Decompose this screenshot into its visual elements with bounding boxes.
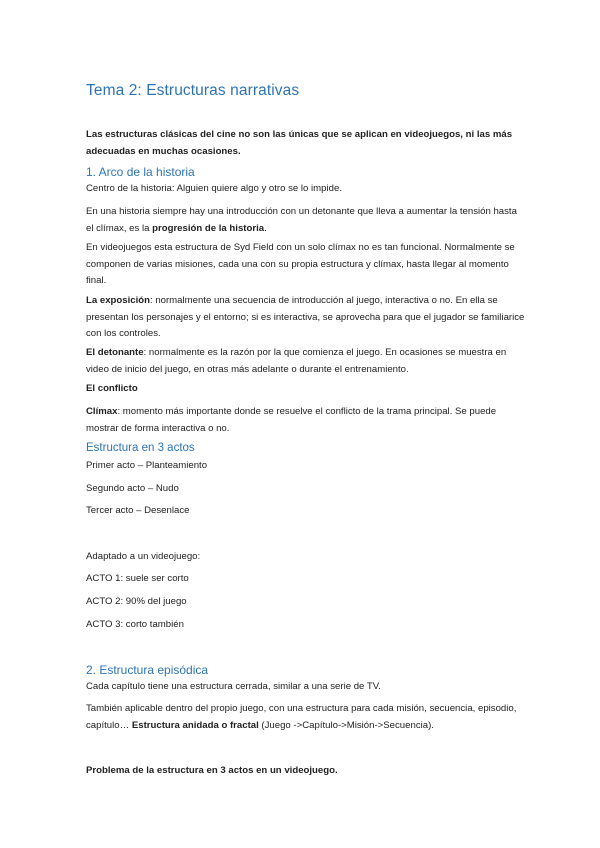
paragraph-syd-field: En videojuegos esta estructura de Syd Field con un solo clímax no es tan funcional. Normalmente se componen de varias misiones, cada una con su propia estructura y clímax, hasta llegar al momento final.	[86, 242, 515, 286]
paragraph-problema: Problema de la estructura en 3 actos en un videojuego.	[86, 765, 338, 776]
paragraph-text: : normalmente una secuencia de introducción al juego, interactiva o no. En ella se presentan los personajes y el entorno; si es interactiva, se aprovecha para que el jugador se familiarice con los controles.	[86, 295, 525, 339]
bold-term-progresion: progresión de la historia	[152, 222, 265, 234]
act-item: Tercer acto – Desenlace	[86, 505, 190, 516]
paragraph-climax	[86, 404, 526, 437]
act-item: Segundo acto – Nudo	[86, 483, 179, 494]
intro-paragraph: Las estructuras clásicas del cine no son las únicas que se aplican en videojuegos, ni las más adecuadas en muchas ocasiones.	[86, 129, 513, 157]
paragraph-conflicto: El conflicto	[86, 383, 138, 394]
paragraph-text: En una historia siempre hay una introducción con un detonante que lleva a aumentar la tensión hasta el clímax, es la	[86, 206, 517, 234]
paragraph-exposicion	[86, 293, 526, 343]
section-heading-episodica: 2. Estructura episódica	[86, 663, 209, 677]
paragraph-capitulo: Cada capítulo tiene una estructura cerrada, similar a una serie de TV.	[86, 681, 381, 692]
bold-term-exposicion: La exposición	[86, 295, 150, 306]
bold-term-anidada: Estructura anidada o fractal	[131, 719, 259, 731]
paragraph-end: .	[264, 222, 267, 234]
paragraph-detonante	[86, 345, 526, 378]
paragraph-adaptado: Adaptado a un videojuego:	[86, 551, 201, 562]
subsection-heading-3-actos: Estructura en 3 actos	[86, 442, 195, 454]
game-act-item: ACTO 2: 90% del juego	[86, 596, 187, 607]
game-act-item: ACTO 1: suele ser corto	[86, 573, 189, 584]
paragraph-anidada	[86, 701, 526, 734]
paragraph-end: (Juego ->Capítulo->Misión->Secuencia).	[258, 719, 434, 731]
paragraph-text: : momento más importante donde se resuelve el conflicto de la trama principal. Se puede mostrar de forma interactiva o no.	[86, 406, 497, 434]
bold-term-climax: Clímax	[86, 406, 118, 417]
game-act-item: ACTO 3: corto también	[86, 619, 184, 630]
section-heading-arco: 1. Arco de la historia	[86, 165, 195, 179]
bold-term-detonante: El detonante	[86, 347, 144, 358]
document-title: Tema 2: Estructuras narrativas	[86, 82, 300, 99]
act-item: Primer acto – Planteamiento	[86, 460, 208, 471]
paragraph-text: : normalmente es la razón por la que comienza el juego. En ocasiones se muestra en video de inicio del juego, en otras más adelante o durante el entrenamiento.	[86, 347, 507, 375]
paragraph-centro: Centro de la historia: Alguien quiere algo y otro se lo impide.	[86, 183, 342, 194]
paragraph-text: También aplicable dentro del propio juego, con una estructura para cada misión, secuencia, episodio, capítulo…	[86, 703, 517, 731]
paragraph-progresion	[86, 204, 526, 237]
